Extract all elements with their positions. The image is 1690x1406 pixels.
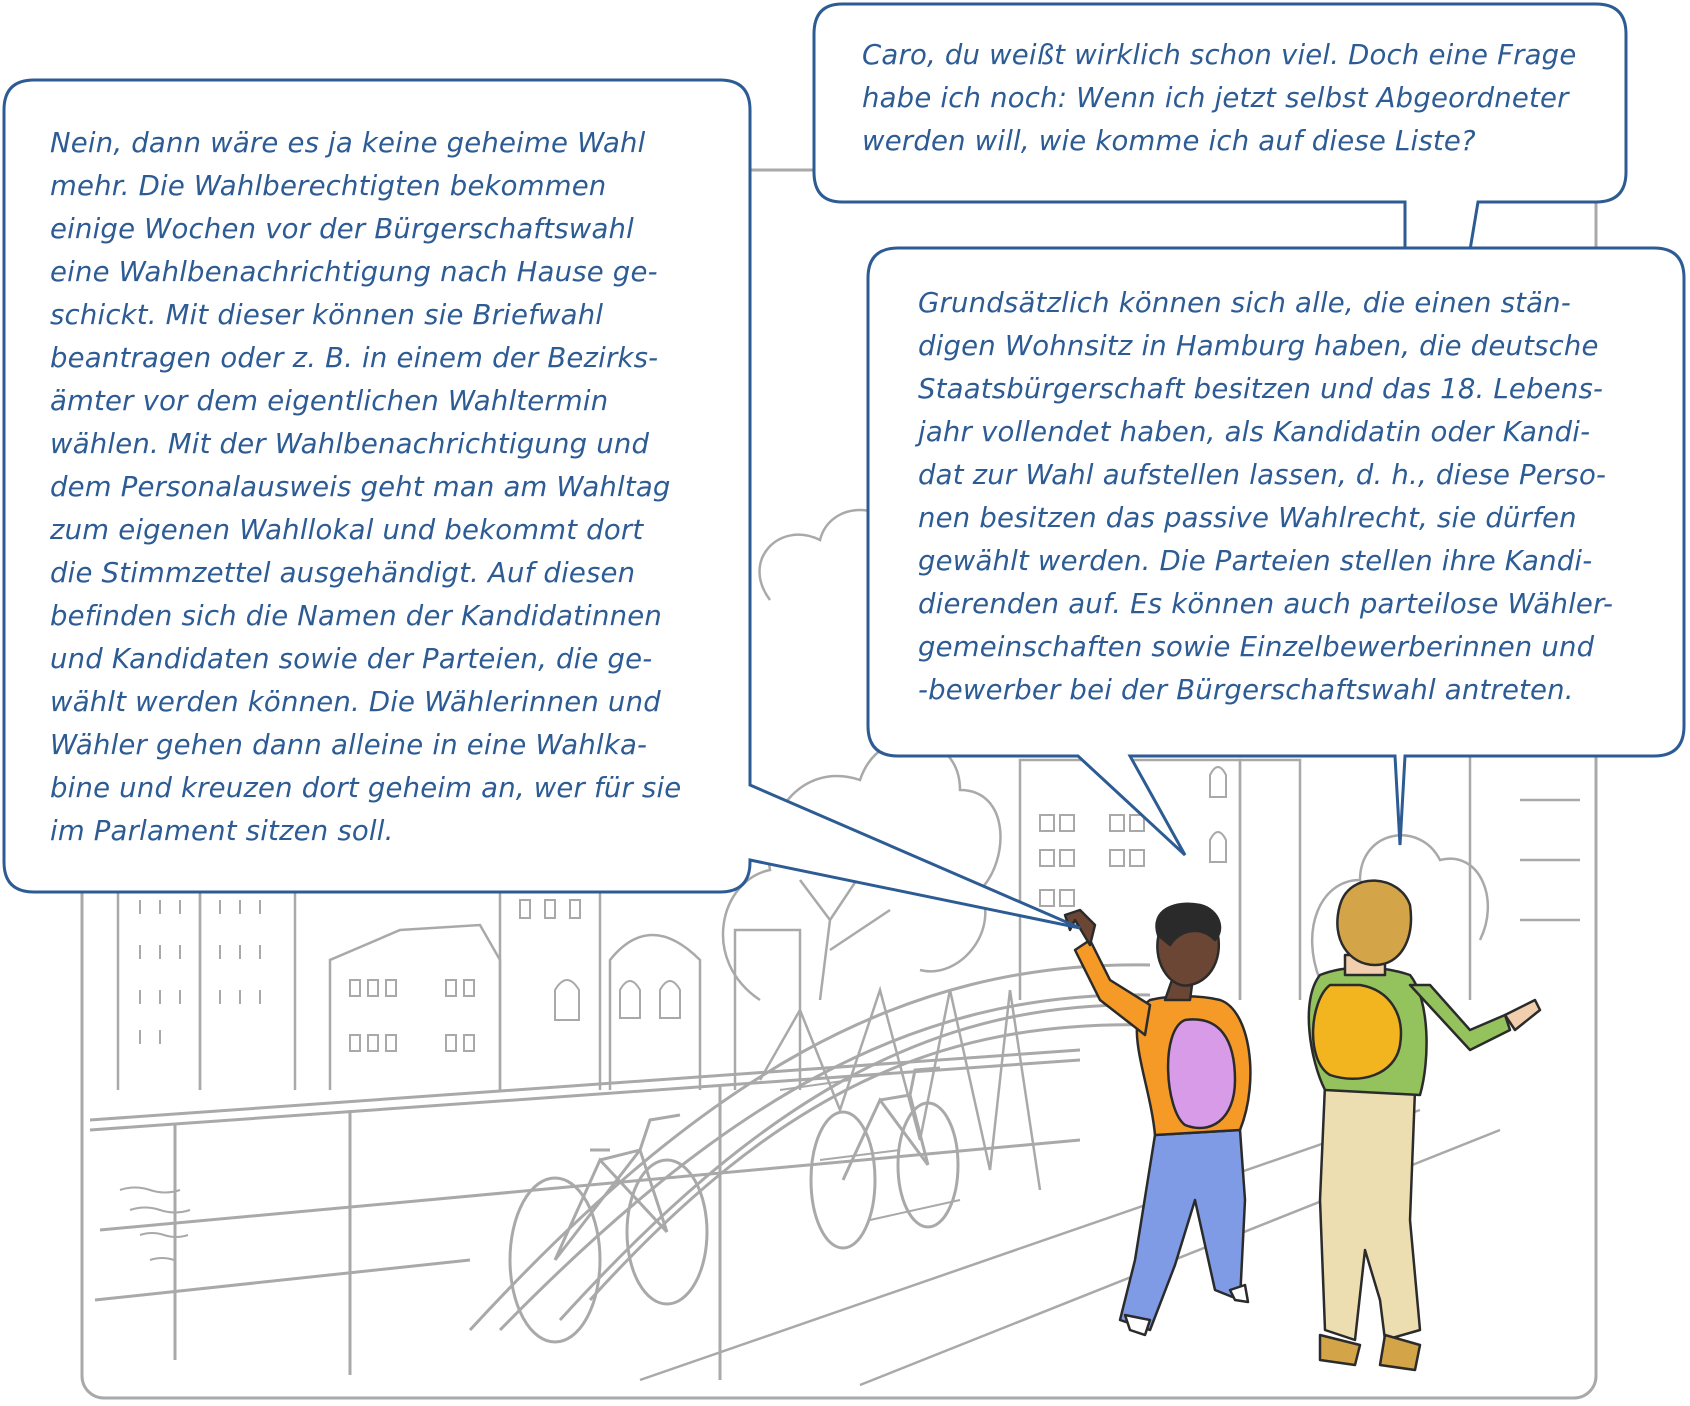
speech-text-top: Caro, du weißt wirklich schon viel. Doch eine Frage habe ich noch: Wenn ich jetzt selbst Abgeordneter werden will, wie komme ich auf diese Liste? [862,39,1577,157]
speech-text-left: Nein, dann wäre es ja keine geheime Wahl mehr. Die Wahlberechtigten bekommen einige Wochen vor der Bürgerschaftswahl eine Wahlbenachrichtigung nach Hause ge- schickt. Mit dieser können sie Briefwahl beantragen oder z. B. in einem der Bezirks- ämter vor dem eigentlichen Wahltermin wählen. Mit der Wahlbenachrichtigung und dem Personalausweis geht man am Wahltag zum eigenen Wahllokal und bekommt dort die Stimmzettel ausgehändigt. Auf diesen befinden sich die Namen der Kandidatinnen und Kandidaten sowie der Parteien, die ge- wählt werden können. Die Wählerinnen und Wähler gehen dann alleine in eine Wahlka- bine und kreuzen dort geheim an, wer für sie im Parlament sitzen soll. [50,127,682,847]
speech-text-right: Grundsätzlich können sich alle, die einen stän- digen Wohnsitz in Hamburg haben, die deutsche Staatsbürgerschaft besitzen und das 18. Lebens- jahr vollendet haben, als Kandidatin oder Kandi- dat zur Wahl aufstellen lassen, d. h., diese Perso- nen besitzen das passive Wahlrecht, sie dürfen gewählt werden. Die Parteien stellen ihre Kandi- dierenden auf. Es können auch parteilose Wähler- gemeinschaften sowie Einzelbewerberinnen und -bewerber bei der Bürgerschaftswahl antreten. [918,287,1614,706]
